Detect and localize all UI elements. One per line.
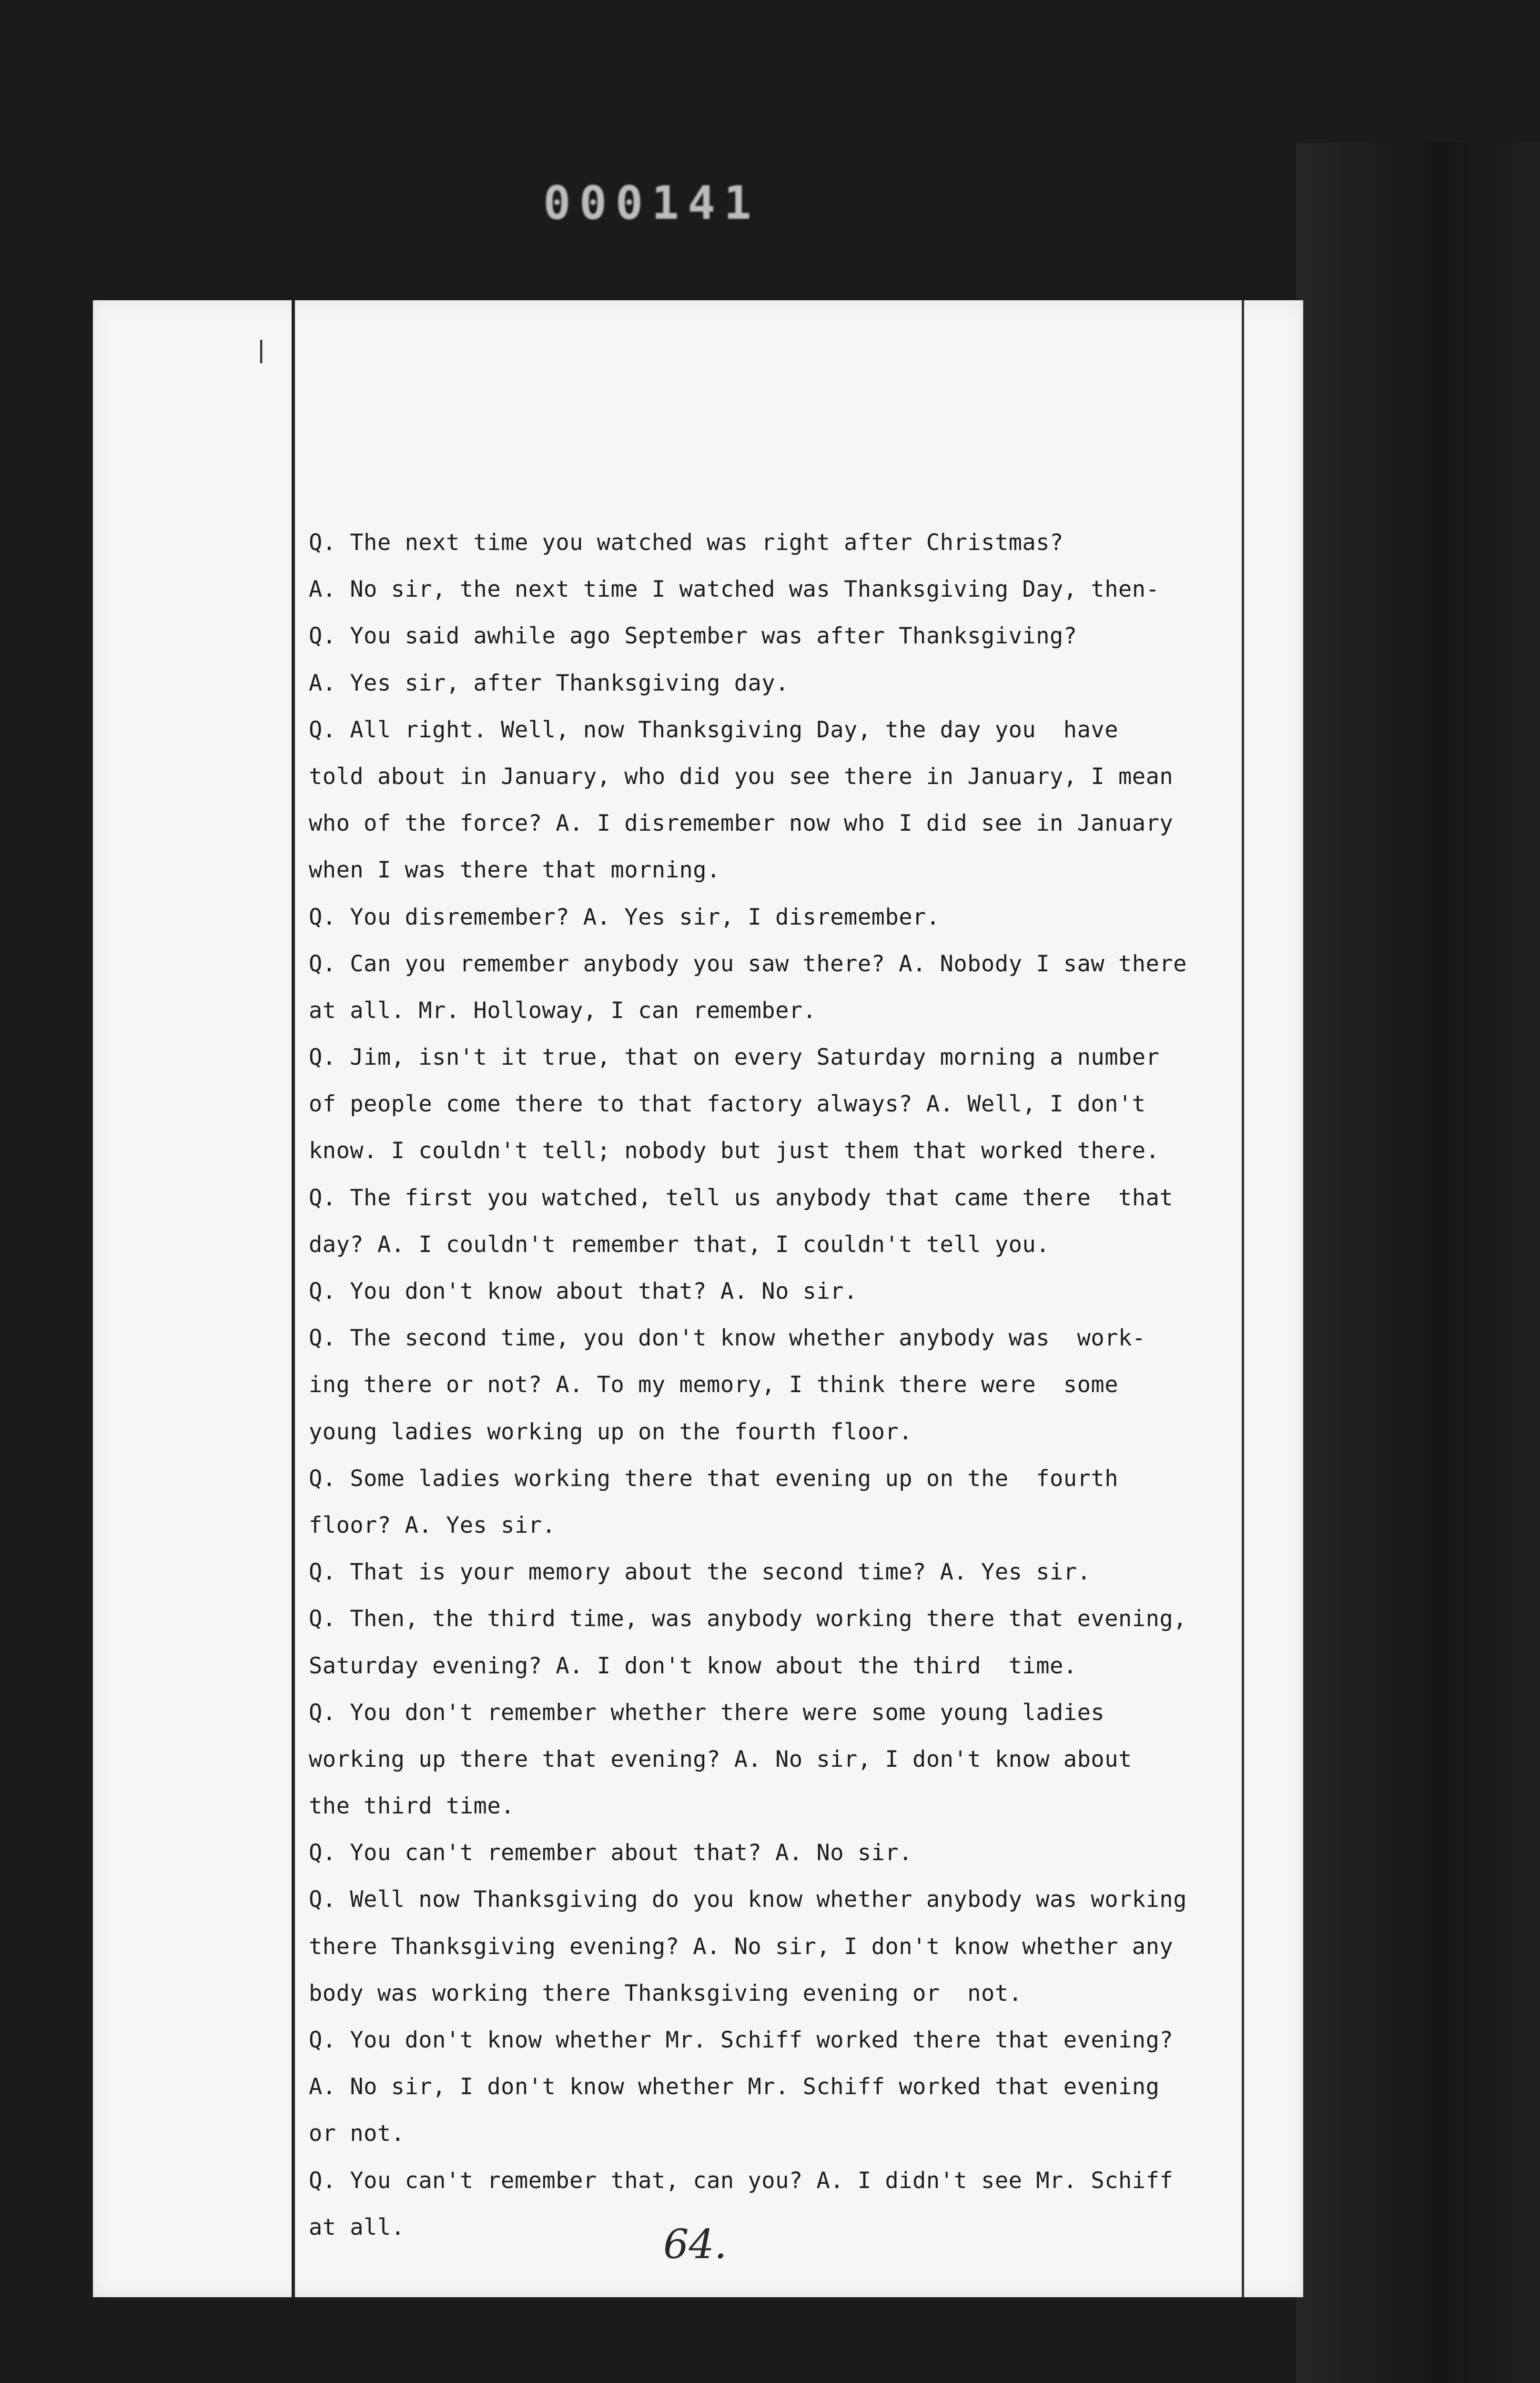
transcript-line: Q. You don't know about that? A. No sir. bbox=[309, 1278, 858, 1304]
transcript-line: Q. Can you remember anybody you saw there? A. Nobody I saw there bbox=[309, 950, 1187, 977]
transcript-line: working up there that evening? A. No sir, I don't know about bbox=[309, 1746, 1132, 1772]
transcript-line: or not. bbox=[309, 2120, 405, 2147]
handwritten-page-number: 64. bbox=[663, 2221, 727, 2268]
transcript-line: Q. You said awhile ago September was after Thanksgiving? bbox=[309, 623, 1077, 650]
transcript-line: at all. Mr. Holloway, I can remember. bbox=[309, 997, 817, 1024]
transcript-line: the third time. bbox=[309, 1793, 515, 1820]
right-margin-rule bbox=[1242, 300, 1244, 2297]
transcript-line: Q. Well now Thanksgiving do you know whether anybody was working bbox=[309, 1886, 1187, 1913]
transcript-line: body was working there Thanksgiving evening or not. bbox=[309, 1980, 1023, 2006]
transcript-line: day? A. I couldn't remember that, I couldn't tell you. bbox=[309, 1231, 1050, 1258]
transcript-line: young ladies working up on the fourth floor. bbox=[309, 1418, 913, 1445]
film-border bbox=[1296, 143, 1540, 2383]
transcript-body bbox=[309, 519, 1233, 2251]
transcript-line: Q. Jim, isn't it true, that on every Saturday morning a number bbox=[309, 1044, 1160, 1071]
transcript-line: A. No sir, the next time I watched was Thanksgiving Day, then- bbox=[309, 576, 1160, 603]
margin-tick-mark: ❘ bbox=[253, 334, 270, 367]
transcript-line: there Thanksgiving evening? A. No sir, I don't know whether any bbox=[309, 1933, 1174, 1960]
left-margin-rule bbox=[292, 300, 295, 2297]
transcript-line: Q. You can't remember about that? A. No sir. bbox=[309, 1840, 913, 1866]
transcript-line: Q. The first you watched, tell us anybody that came there that bbox=[309, 1184, 1174, 1211]
transcript-line: Q. All right. Well, now Thanksgiving Day, the day you have bbox=[309, 716, 1118, 743]
transcript-line: told about in January, who did you see there in January, I mean bbox=[309, 763, 1174, 790]
transcript-line: Q. You disremember? A. Yes sir, I disremember. bbox=[309, 904, 940, 930]
transcript-line: at all. bbox=[309, 2214, 405, 2240]
transcript-line: Q. Some ladies working there that evening up on the fourth bbox=[309, 1465, 1118, 1492]
transcript-line: A. Yes sir, after Thanksgiving day. bbox=[309, 670, 789, 696]
transcript-line: ing there or not? A. To my memory, I think there were some bbox=[309, 1372, 1118, 1398]
transcript-line: when I was there that morning. bbox=[309, 857, 720, 884]
transcript-line: floor? A. Yes sir. bbox=[309, 1512, 556, 1538]
transcript-line: Saturday evening? A. I don't know about the third time. bbox=[309, 1652, 1077, 1679]
transcript-line: Q. The next time you watched was right after Christmas? bbox=[309, 530, 1064, 556]
transcript-line: Q. You don't know whether Mr. Schiff worked there that evening? bbox=[309, 2027, 1174, 2053]
transcript-line: Q. The second time, you don't know whether anybody was work- bbox=[309, 1325, 1146, 1352]
transcript-line: Q. That is your memory about the second time? A. Yes sir. bbox=[309, 1559, 1091, 1586]
transcript-line: know. I couldn't tell; nobody but just them that worked there. bbox=[309, 1138, 1160, 1164]
transcript-line: of people come there to that factory always? A. Well, I don't bbox=[309, 1091, 1146, 1118]
transcript-line: Q. You can't remember that, can you? A. I didn't see Mr. Schiff bbox=[309, 2167, 1174, 2194]
page-stamp: 000141 bbox=[543, 176, 760, 230]
transcript-line: Q. Then, the third time, was anybody working there that evening, bbox=[309, 1606, 1187, 1632]
transcript-line: A. No sir, I don't know whether Mr. Schiff worked that evening bbox=[309, 2074, 1160, 2100]
transcript-line: Q. You don't remember whether there were some young ladies bbox=[309, 1699, 1105, 1726]
transcript-line: who of the force? A. I disremember now who I did see in January bbox=[309, 810, 1174, 837]
